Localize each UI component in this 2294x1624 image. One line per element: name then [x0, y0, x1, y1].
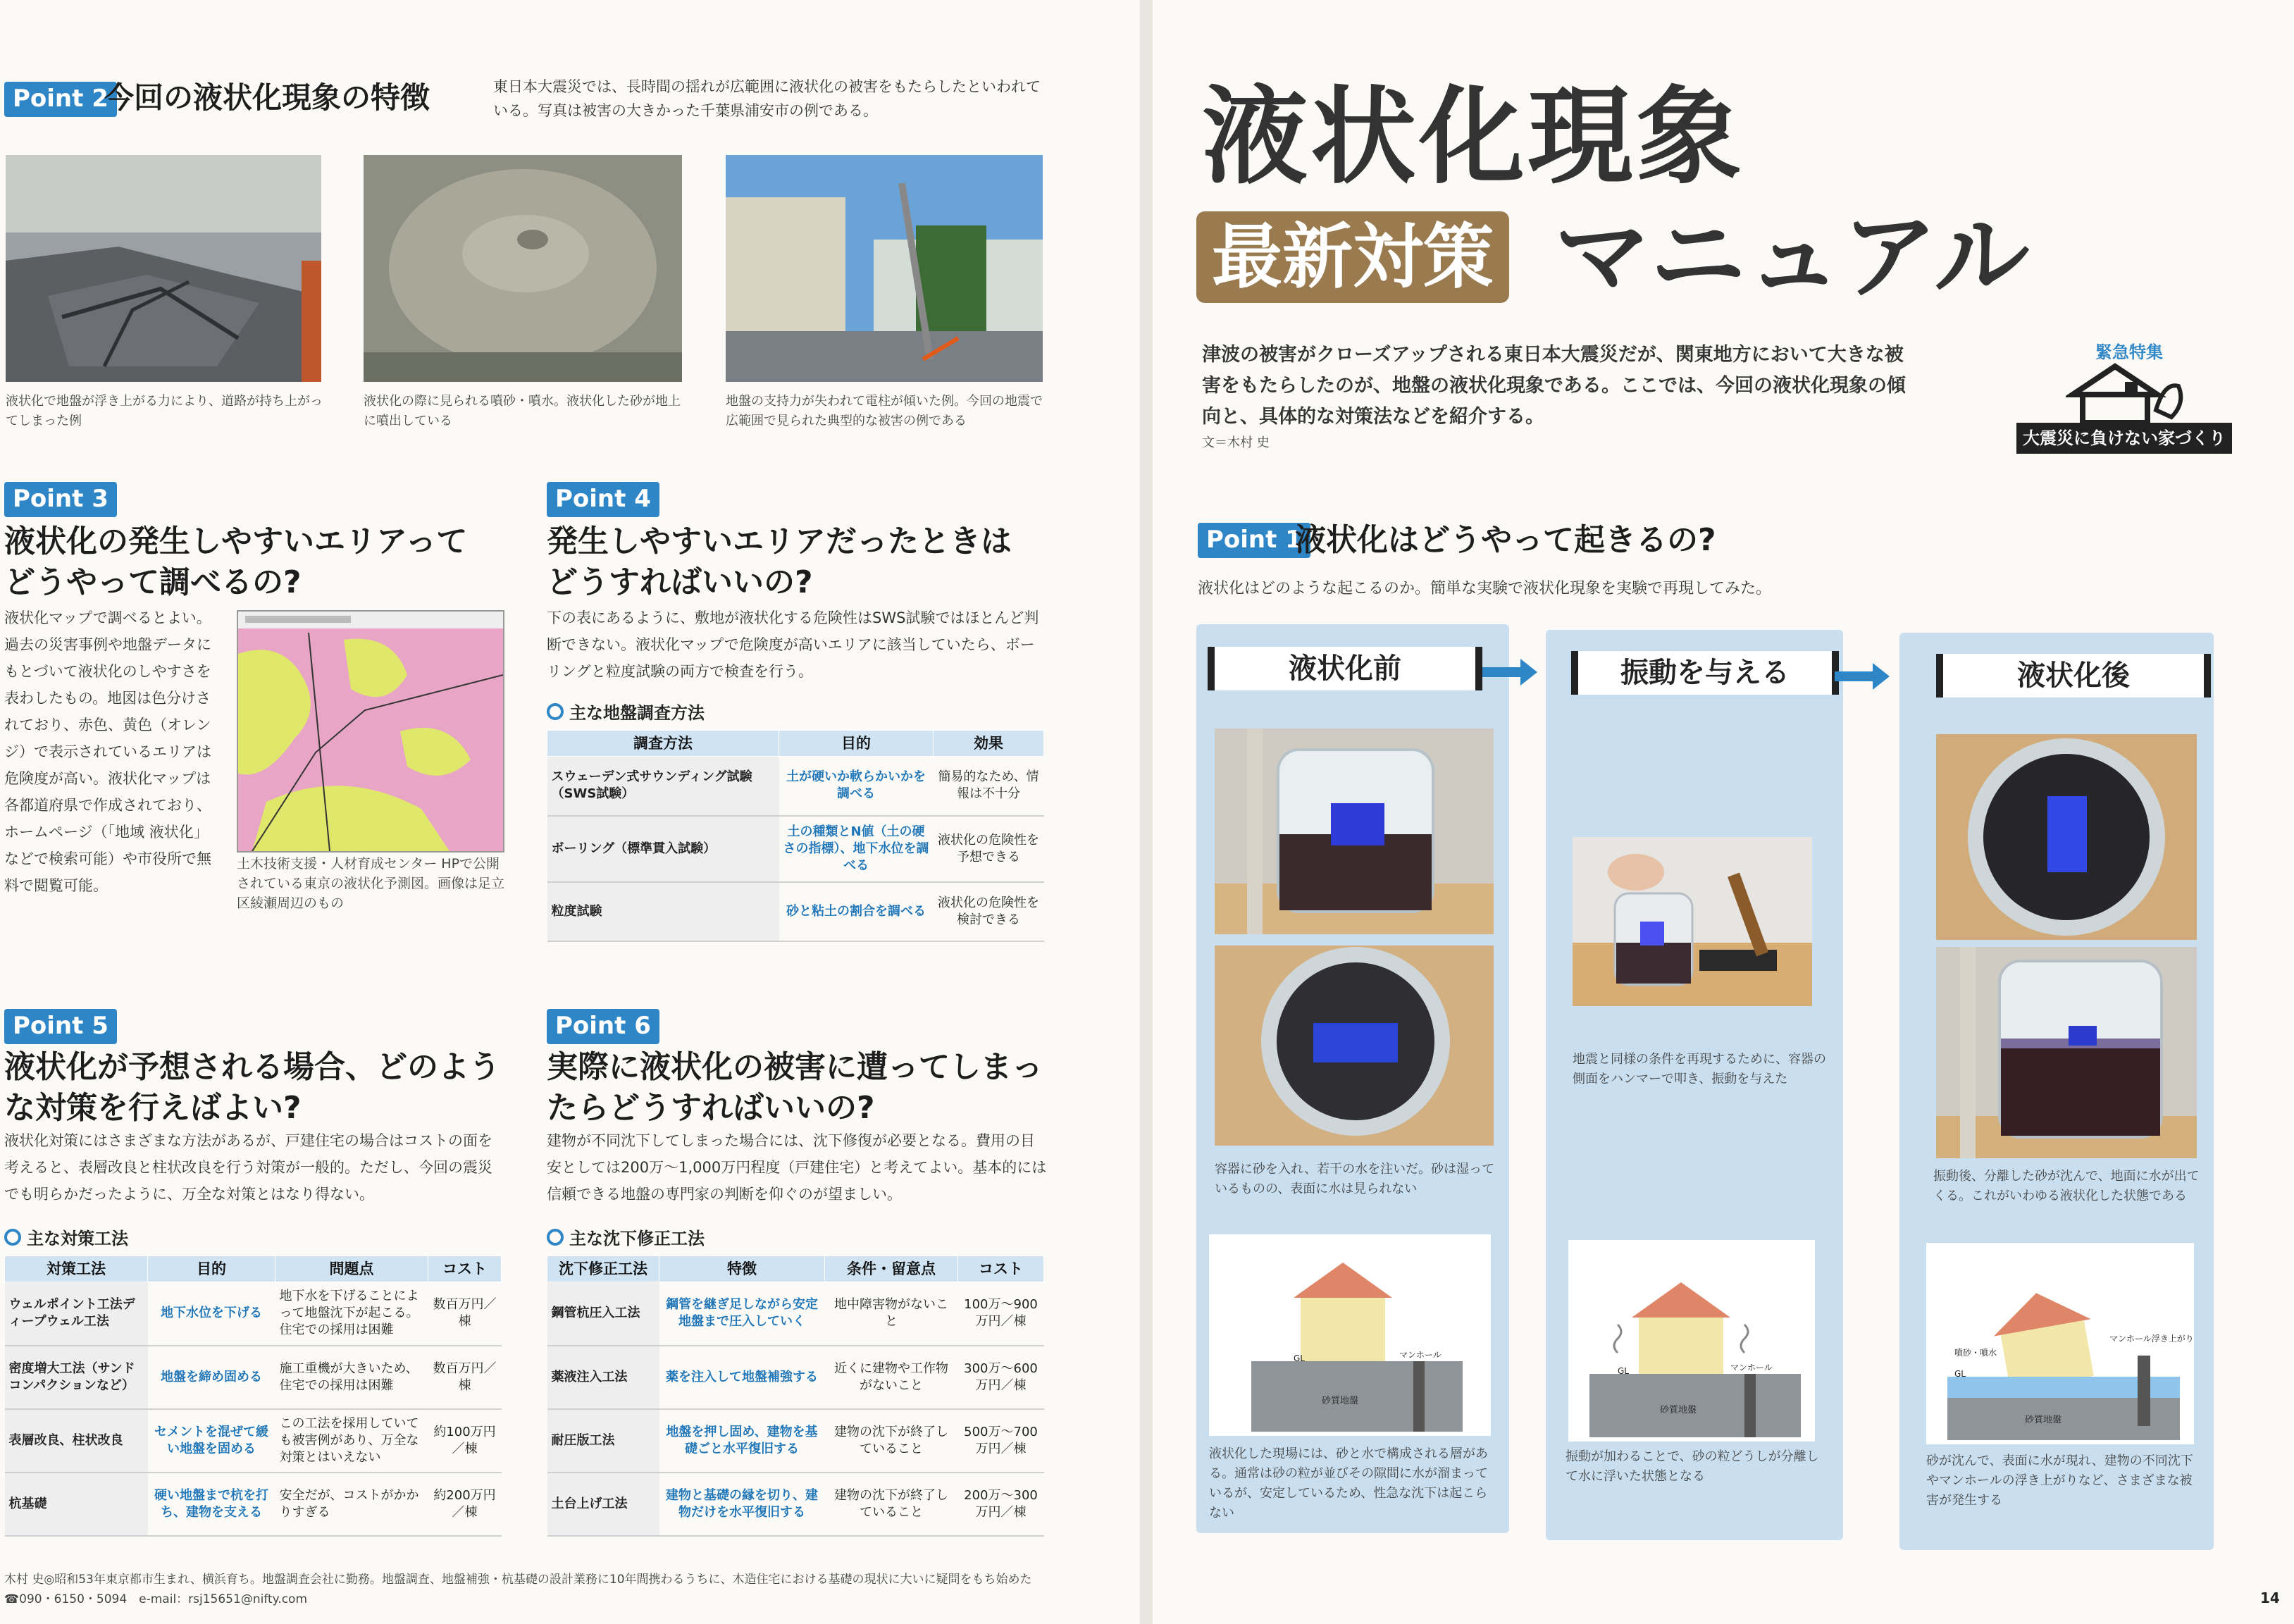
table-row [5, 1346, 502, 1409]
cell: 液状化の危険性を検討できる [934, 882, 1044, 941]
stage1-caption: 容器に砂を入れ、若干の水を注いだ。砂は湿っているものの、表面に水は見られない [1215, 1162, 1495, 1196]
diagram1-caption: 液状化した現場には、砂と水で構成される層がある。通常は砂の粒が並びその隙間に水が溜まっているが、安定しているため、性急な沈下は起こらない [1209, 1446, 1488, 1520]
liquefaction-map [237, 610, 504, 853]
manhole-label: マンホール [1399, 1350, 1442, 1360]
table-row [547, 1409, 1044, 1473]
cell: 建物の沈下が終了していること [825, 1409, 958, 1473]
cell: この工法を採用していても被害例があり、万全な対策とはいえない [275, 1409, 428, 1473]
left-page [0, 0, 1140, 1624]
cell: 200万～300万円／棟 [958, 1473, 1044, 1536]
diagram-vibrate [1568, 1240, 1815, 1442]
table-row [547, 882, 1044, 941]
cell: 薬を注入して地盤補強する [659, 1346, 825, 1409]
cell: 約100万円／棟 [428, 1409, 502, 1473]
arrow-right-icon [1482, 667, 1522, 677]
cell: 地下水を下げることによって地盤沈下が起こる。住宅での採用は困難 [275, 1282, 428, 1346]
table-row [5, 1282, 502, 1346]
page-number: 14 [2260, 1589, 2280, 1606]
cell: 地下水位を下げる [148, 1282, 275, 1346]
cell: 安全だが、コストがかかりすぎる [275, 1473, 428, 1536]
cell: 液状化の危険性を予想できる [934, 816, 1044, 882]
table-row [547, 1346, 1044, 1409]
repair-methods-table [547, 1256, 1044, 1537]
cell: 地盤を締め固める [148, 1346, 275, 1409]
lead-text: 津波の被害がクローズアップされる東日本大震災だが、関東地方において大きな被害をもたらしたのが、地盤の液状化現象である。ここでは、今回の液状化現象の傾向と、具体的な対策法などを紹介する。 [1202, 344, 1906, 428]
measures-table [4, 1256, 502, 1537]
point4-body: 下の表にあるように、敷地が液状化する危険性はSWS試験ではほとんど判断できない。液状化マップで危険度が高いエリアに該当していたら、ボーリングと粒度試験の両方で検査を行う。 [547, 609, 1039, 680]
main-title-line1: 液状化現象 [1202, 76, 1745, 199]
photo-jar-after-top [1936, 734, 2197, 940]
bullet-circle-icon [547, 1229, 564, 1246]
point1-title: 液状化はどうやって起きるの? [1295, 522, 1716, 558]
point4-title: 発生しやすいエリアだったときはどうすればいいの? [547, 523, 1012, 600]
point6-badge: Point 6 [547, 1009, 659, 1044]
gl-label: GL [1294, 1353, 1305, 1363]
table-row [547, 816, 1044, 882]
stage2-caption: 地震と同様の条件を再現するために、容器の側面をハンマーで叩き、振動を与えた [1573, 1052, 1826, 1086]
photo3-caption: 地盤の支持力が失われて電柱が傾いた例。今回の地震で広範囲で見られた典型的な被害の例である [726, 394, 1043, 428]
th-method: 調査方法 [547, 731, 779, 757]
manhole-float-label: マンホール浮き上がり [2109, 1334, 2194, 1344]
sand-label: 砂質地盤 [1322, 1396, 1359, 1406]
survey-table-title [547, 699, 705, 724]
th-cost: コスト [958, 1256, 1044, 1282]
cell: 建物と基礎の縁を切り、建物だけを水平復旧する [659, 1473, 825, 1536]
cell: 耐圧版工法 [547, 1409, 659, 1473]
cell: 砂と粘土の割合を調べる [779, 882, 934, 941]
bullet-circle-icon [4, 1229, 21, 1246]
th-purpose: 目的 [148, 1256, 275, 1282]
table-row [5, 1473, 502, 1536]
cell: 土の種類とN値（土の硬さの指標）、地下水位を調べる [779, 816, 934, 882]
author-profile: 木村 史◎昭和53年東京都市生まれ、横浜育ち。地盤調査会社に勤務。地盤調査、地盤補強・杭基礎の設計業務に10年間携わるうちに、木造住宅における基礎の現状に大いに疑問をもち始めた [4, 1573, 1032, 1587]
point3-badge: Point 3 [4, 482, 117, 517]
table-row [547, 757, 1044, 816]
cell: スウェーデン式サウンディング試験（SWS試験） [547, 757, 779, 816]
diagram-after [1926, 1243, 2194, 1444]
special-label: 緊急特集 [2095, 342, 2163, 362]
main-title-line2: マニュアル [1554, 202, 2030, 313]
title-badge: 最新対策 [1196, 211, 1509, 303]
house-icon [2066, 361, 2186, 423]
manhole-label: マンホール [1730, 1363, 1773, 1372]
stage-label-vibrate: 振動を与える [1571, 651, 1839, 695]
cell: 500万～700万円／棟 [958, 1409, 1044, 1473]
th-measure: 対策工法 [5, 1256, 148, 1282]
cell: 簡易的なため、情報は不十分 [934, 757, 1044, 816]
cell: 300万～600万円／棟 [958, 1346, 1044, 1409]
table-row [547, 1473, 1044, 1536]
cell: 鋼管を継ぎ足しながら安定地盤まで圧入していく [659, 1282, 825, 1346]
photo-tilted-pole [726, 155, 1043, 382]
photo-jar-before-top [1215, 946, 1494, 1146]
cell: 近くに建物や工作物がないこと [825, 1346, 958, 1409]
th-effect: 効果 [934, 731, 1044, 757]
survey-table-title-text: 主な地盤調査方法 [569, 703, 705, 723]
cell: 土が硬いか軟らかいかを調べる [779, 757, 934, 816]
cell: セメントを混ぜて緩い地盤を固める [148, 1409, 275, 1473]
point5-badge: Point 5 [4, 1009, 117, 1044]
photo-sand-boil [364, 155, 682, 382]
th-feature: 特徴 [659, 1256, 825, 1282]
diagram2-caption: 振動が加わることで、砂の粒どうしが分離して水に浮いた状態となる [1566, 1449, 1819, 1484]
photo-jar-after-side [1936, 947, 2197, 1158]
stage3-caption: 振動後、分離した砂が沈んで、地面に水が出てくる。これがいわゆる液状化した状態である [1933, 1169, 2200, 1203]
survey-methods-table [547, 730, 1044, 942]
stage-label-after: 液状化後 [1936, 654, 2211, 698]
cell: 硬い地盤まで杭を打ち、建物を支える [148, 1473, 275, 1536]
point1-badge: Point 1 [1198, 523, 1310, 558]
cell: 施工重機が大きいため、住宅での採用は困難 [275, 1346, 428, 1409]
photo-hammer-strike [1573, 837, 1812, 1006]
cell: 鋼管杭圧入工法 [547, 1282, 659, 1346]
cell: 地中障害物がないこと [825, 1282, 958, 1346]
special-banner: 大震災に負けない家づくり [2016, 423, 2232, 454]
cell: 杭基礎 [5, 1473, 148, 1536]
photo2-caption: 液状化の際に見られる噴砂・噴水。液状化した砂が地上に噴出している [364, 394, 681, 428]
th-cost: コスト [428, 1256, 502, 1282]
th-condition: 条件・留意点 [825, 1256, 958, 1282]
point3-body: 液状化マップで調べるとよい。過去の災害事例や地盤データにもとづいて液状化のしやすさを表わしたもの。地図は色分けされており、赤色、黄色（オレンジ）で表示されているエリアは危険度が高い。液状化マップは各都道府県で作成されており、ホームページ（「地域 液状化」などで検索可能）や市役所で無料で閲覧可能。 [4, 609, 211, 894]
repair-table-title-text: 主な沈下修正工法 [569, 1229, 705, 1248]
diagram-before [1209, 1234, 1491, 1436]
table-row [5, 1409, 502, 1473]
cell: 数百万円／棟 [428, 1282, 502, 1346]
cell: ボーリング（標準貫入試験） [547, 816, 779, 882]
th-issue: 問題点 [275, 1256, 428, 1282]
cell: 土台上げ工法 [547, 1473, 659, 1536]
point5-title: 液状化が予想される場合、どのような対策を行えばよい? [4, 1049, 500, 1126]
spout-label: 噴砂・噴水 [1954, 1348, 1997, 1358]
th-method: 沈下修正工法 [547, 1256, 659, 1282]
table-row [547, 1282, 1044, 1346]
cell: 薬液注入工法 [547, 1346, 659, 1409]
cell: 密度増大工法（サンドコンパクションなど） [5, 1346, 148, 1409]
bullet-circle-icon [547, 703, 564, 720]
gl-label: GL [1954, 1369, 1966, 1379]
point6-title: 実際に液状化の被害に遭ってしまったらどうすればいいの? [547, 1049, 1043, 1126]
repair-table-title [547, 1225, 705, 1249]
diagram3-caption: 砂が沈んで、表面に水が現れ、建物の不同沈下やマンホールの浮き上がりなど、さまざまな被害が発生する [1926, 1453, 2193, 1508]
point2-intro: 東日本大震災では、長時間の揺れが広範囲に液状化の被害をもたらしたといわれている。写真は被害の大きかった千葉県浦安市の例である。 [493, 78, 1041, 119]
author-contact: ☎090・6150・5094 e-mail：rsj15651@nifty.com [4, 1592, 308, 1606]
point2-title: 今回の液状化現象の特徴 [104, 80, 430, 115]
cell: 100万～900万円／棟 [958, 1282, 1044, 1346]
cell: ウェルポイント工法ディープウェル工法 [5, 1282, 148, 1346]
point3-title: 液状化の発生しやすいエリアってどうやって調べるの? [4, 523, 468, 600]
measures-table-title [4, 1225, 128, 1249]
point6-body: 建物が不同沈下してしまった場合には、沈下修復が必要となる。費用の目安としては200万～1,000万円程度（戸建住宅）と考えてよい。基本的には信頼できる地盤の専門家の判断を仰ぐのが望ましい。 [547, 1132, 1047, 1203]
point5-body: 液状化対策にはさまざまな方法があるが、戸建住宅の場合はコストの面を考えると、表層改良と柱状改良を行う対策が一般的。ただし、今回の震災でも明らかだったように、万全な対策とはなり得ない。 [4, 1132, 492, 1203]
point2-badge: Point 2 [4, 82, 117, 117]
point4-badge: Point 4 [547, 482, 659, 517]
cell: 数百万円／棟 [428, 1346, 502, 1409]
photo-road-lifted [6, 155, 321, 382]
map-caption: 土木技術支援・人材育成センター HPで公開されている東京の液状化予測図。画像は足立区綾瀬周辺のもの [237, 856, 505, 911]
photo-jar-before-side [1215, 729, 1494, 934]
photo1-caption: 液状化で地盤が浮き上がる力により、道路が持ち上がってしまった例 [6, 394, 323, 428]
right-page [1153, 0, 2294, 1624]
cell: 建物の沈下が終了していること [825, 1473, 958, 1536]
cell: 約200万円／棟 [428, 1473, 502, 1536]
measures-table-title-text: 主な対策工法 [27, 1229, 128, 1248]
cell: 粒度試験 [547, 882, 779, 941]
sand-label: 砂質地盤 [2025, 1415, 2062, 1425]
stage-label-before: 液状化前 [1208, 647, 1482, 690]
sand-label: 砂質地盤 [1660, 1405, 1697, 1415]
cell: 地盤を押し固め、建物を基礎ごと水平復旧する [659, 1409, 825, 1473]
arrow-right-icon [1835, 671, 1874, 681]
author-credit: 文＝木村 史 [1202, 435, 1270, 450]
th-purpose: 目的 [779, 731, 934, 757]
point1-intro: 液状化はどのような起こるのか。簡単な実験で液状化現象を実験で再現してみた。 [1198, 580, 1772, 597]
cell: 表層改良、柱状改良 [5, 1409, 148, 1473]
gl-label: GL [1618, 1366, 1629, 1376]
